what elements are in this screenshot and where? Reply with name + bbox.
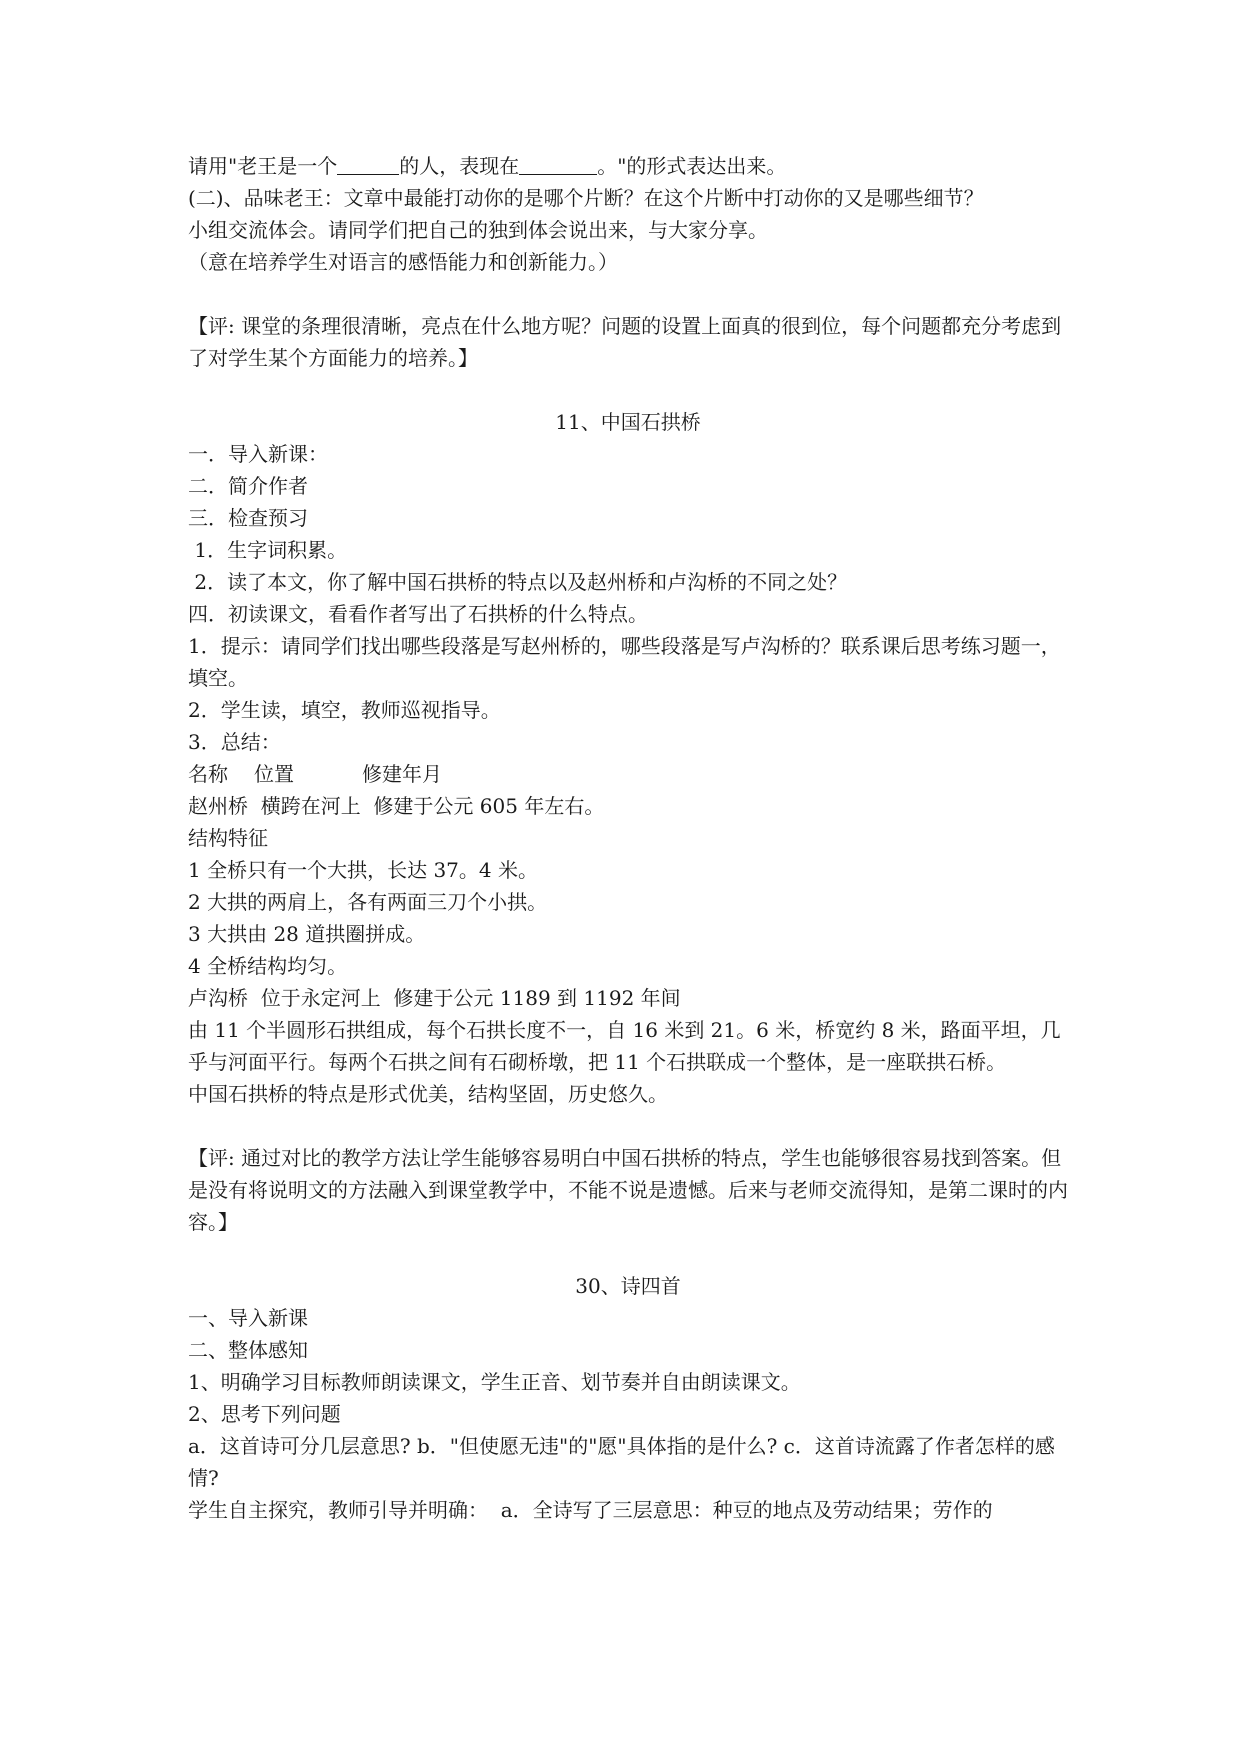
document-body bbox=[188, 150, 1068, 1526]
outline-item: 二、整体感知 bbox=[188, 1338, 308, 1362]
prompt-text-3: 。"的形式表达出来。 bbox=[597, 154, 787, 178]
feature-item: 1 全桥只有一个大拱，长达 37。4 米。 bbox=[188, 858, 538, 882]
paragraph: （意在培养学生对语言的感悟能力和创新能力。） bbox=[188, 250, 618, 274]
col-name: 名称 bbox=[188, 762, 228, 786]
paragraph: 由 11 个半圆形石拱组成，每个石拱长度不一，自 16 米到 21。6 米，桥宽约 8 米，路面平坦，几乎与河面平行。每两个石拱之间有石砌桥墩，把 11 个石拱联成一个整体，是一座联拱石桥。 bbox=[188, 1018, 1061, 1074]
outline-item: 一．导入新课： bbox=[188, 442, 328, 466]
lesson-title: 30、诗四首 bbox=[575, 1274, 681, 1298]
review-comment: 【评: 通过对比的教学方法让学生能够容易明白中国石拱桥的特点，学生也能够很容易找到答案。但是没有将说明文的方法融入到课堂教学中，不能不说是遗憾。后来与老师交流得知，是第二课时的内容。】 bbox=[188, 1146, 1068, 1234]
review-comment: 【评: 课堂的条理很清晰，亮点在什么地方呢？问题的设置上面真的很到位，每个问题都充分考虑到了对学生某个方面能力的培养。】 bbox=[188, 314, 1062, 370]
paragraph: 小组交流体会。请同学们把自己的独到体会说出来，与大家分享。 bbox=[188, 218, 768, 242]
feature-item: 4 全桥结构均匀。 bbox=[188, 954, 348, 978]
outline-item: 三．检查预习 bbox=[188, 506, 308, 530]
table-header-row bbox=[188, 758, 1068, 790]
bridge-row-lugou: 卢沟桥 位于永定河上 修建于公元 1189 到 1192 年间 bbox=[188, 986, 681, 1010]
outline-subitem: 2．读了本文，你了解中国石拱桥的特点以及赵州桥和卢沟桥的不同之处？ bbox=[188, 570, 848, 594]
prompt-text-1: 请用"老王是一个 bbox=[188, 154, 338, 178]
feature-item: 3 大拱由 28 道拱圈拼成。 bbox=[188, 922, 426, 946]
outline-item: 二．简介作者 bbox=[188, 474, 308, 498]
blank-underline-1 bbox=[337, 154, 399, 175]
paragraph: a．这首诗可分几层意思? b．"但使愿无违"的"愿"具体指的是什么? c．这首诗流露了作者怎样的感情? bbox=[188, 1434, 1055, 1490]
paragraph: 1、明确学习目标教师朗读课文，学生正音、划节奏并自由朗读课文。 bbox=[188, 1370, 801, 1394]
paragraph: 学生自主探究，教师引导并明确： a．全诗写了三层意思：种豆的地点及劳动结果；劳作的 bbox=[188, 1498, 993, 1522]
paragraph: 3．总结： bbox=[188, 730, 281, 754]
outline-subitem: 1．生字词积累。 bbox=[188, 538, 348, 562]
paragraph: 2．学生读，填空，教师巡视指导。 bbox=[188, 698, 501, 722]
paragraph: 1．提示：请同学们找出哪些段落是写赵州桥的，哪些段落是写卢沟桥的？联系课后思考练习题一，填空。 bbox=[188, 634, 1061, 690]
paragraph: 中国石拱桥的特点是形式优美，结构坚固，历史悠久。 bbox=[188, 1082, 668, 1106]
paragraph: 结构特征 bbox=[188, 826, 268, 850]
feature-item: 2 大拱的两肩上，各有两面三刀个小拱。 bbox=[188, 890, 548, 914]
paragraph: 2、思考下列问题 bbox=[188, 1402, 341, 1426]
prompt-text-2: 的人，表现在 bbox=[399, 154, 520, 178]
blank-underline-2 bbox=[519, 154, 597, 175]
outline-item: 一、导入新课 bbox=[188, 1306, 308, 1330]
col-location: 位置 bbox=[254, 762, 294, 786]
bridge-row-zhaozhou: 赵州桥 横跨在河上 修建于公元 605 年左右。 bbox=[188, 794, 605, 818]
outline-item: 四．初读课文，看看作者写出了石拱桥的什么特点。 bbox=[188, 602, 648, 626]
paragraph: (二)、品味老王：文章中最能打动你的是哪个片断？在这个片断中打动你的又是哪些细节？ bbox=[188, 186, 984, 210]
fill-in-prompt bbox=[188, 150, 1068, 182]
lesson-title: 11、中国石拱桥 bbox=[555, 410, 701, 434]
col-year: 修建年月 bbox=[362, 762, 442, 786]
